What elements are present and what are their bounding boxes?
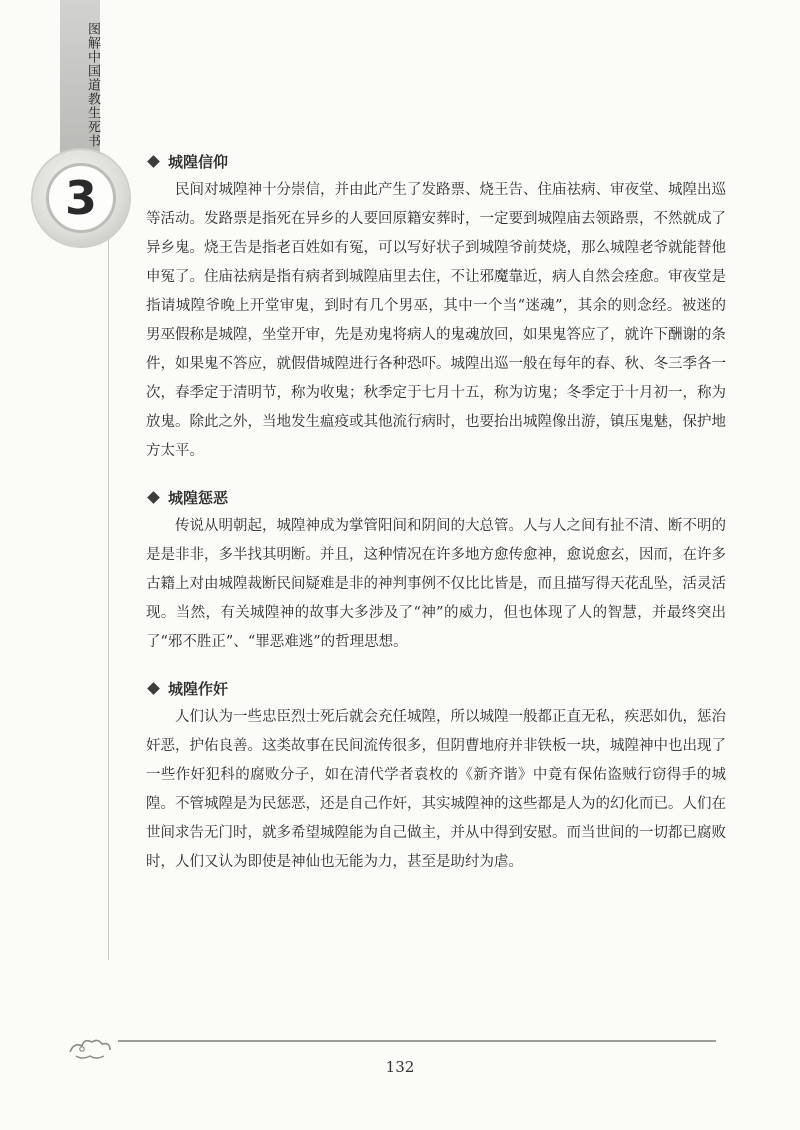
section-heading [146,482,726,512]
section-heading [146,146,726,176]
margin-rule [108,200,109,960]
section [146,482,726,657]
section [146,146,726,466]
footer-rule [118,1040,716,1042]
chapter-badge-ring [46,163,116,233]
diamond-bullet-icon [147,682,160,695]
page-number: 132 [385,1058,415,1076]
diamond-bullet-icon [147,155,160,168]
main-text [146,146,726,893]
chapter-number: 3 [64,171,97,225]
section-paragraph: 人们认为一些忠臣烈士死后就会充任城隍，所以城隍一般都正直无私，疾恶如仇，惩治奸恶，护佑良善。这类故事在民间流传很多，但阴曹地府并非铁板一块，城隍神中也出现了一些作奸犯科的腐败分子，如在清代学者袁枚的《新齐谐》中竟有保佑盗贼行窃得手的城隍。不管城隍是为民惩恶，还是自己作奸，其实城隍神的这些都是人为的幻化而已。人们在世间求告无门时，就多希望城隍能为自己做主，并从中得到安慰。而当世间的一切都已腐败时，人们又认为即使是神仙也无能为力，甚至是助纣为虐。 [146,709,726,870]
section-title: 城隍惩恶 [168,488,229,507]
section-heading [146,673,726,703]
section-paragraph: 民间对城隍神十分崇信，并由此产生了发路票、烧王告、住庙祛病、审夜堂、城隍出巡等活动。发路票是指死在异乡的人要回原籍安葬时，一定要到城隍庙去领路票，不然就成了异乡鬼。烧王告是指老百姓如有冤，可以写好状子到城隍爷前焚烧，那么城隍老爷就能替他申冤了。住庙祛病是指有病者到城隍庙里去住，不让邪魔靠近，病人自然会痊愈。审夜堂是指请城隍爷晚上开堂审鬼，到时有几个男巫，其中一个当“迷魂”，其余的则念经。被迷的男巫假称是城隍，坐堂开审，先是劝鬼将病人的鬼魂放回，如果鬼答应了，就许下酬谢的条件，如果鬼不答应，就假借城隍进行各种恐吓。城隍出巡一般在每年的春、秋、冬三季各一次，春季定于清明节，称为收鬼；秋季定于七月十五，称为访鬼；冬季定于十月初一，称为放鬼。除此之外，当地发生瘟疫或其他流行病时，也要抬出城隍像出游，镇压鬼魅，保护地方太平。 [146,182,726,459]
section [146,673,726,877]
chapter-badge [33,150,129,246]
section-title: 城隍信仰 [168,152,229,171]
section-paragraph: 传说从明朝起，城隍神成为掌管阳间和阴间的大总管。人与人之间有扯不清、断不明的是是非非，多半找其明断。并且，这种情况在许多地方愈传愈神，愈说愈玄，因而，在许多古籍上对由城隍裁断民间疑难是非的神判事例不仅比比皆是，而且描写得天花乱坠，活灵活现。当然，有关城隍神的故事大多涉及了“神”的威力，但也体现了人的智慧，并最终突出了“邪不胜正”、“罪恶难逃”的哲理思想。 [146,518,726,650]
book-title: 图解中国道教生死书 [85,22,100,148]
section-title: 城隍作奸 [168,679,229,698]
diamond-bullet-icon [147,491,160,504]
